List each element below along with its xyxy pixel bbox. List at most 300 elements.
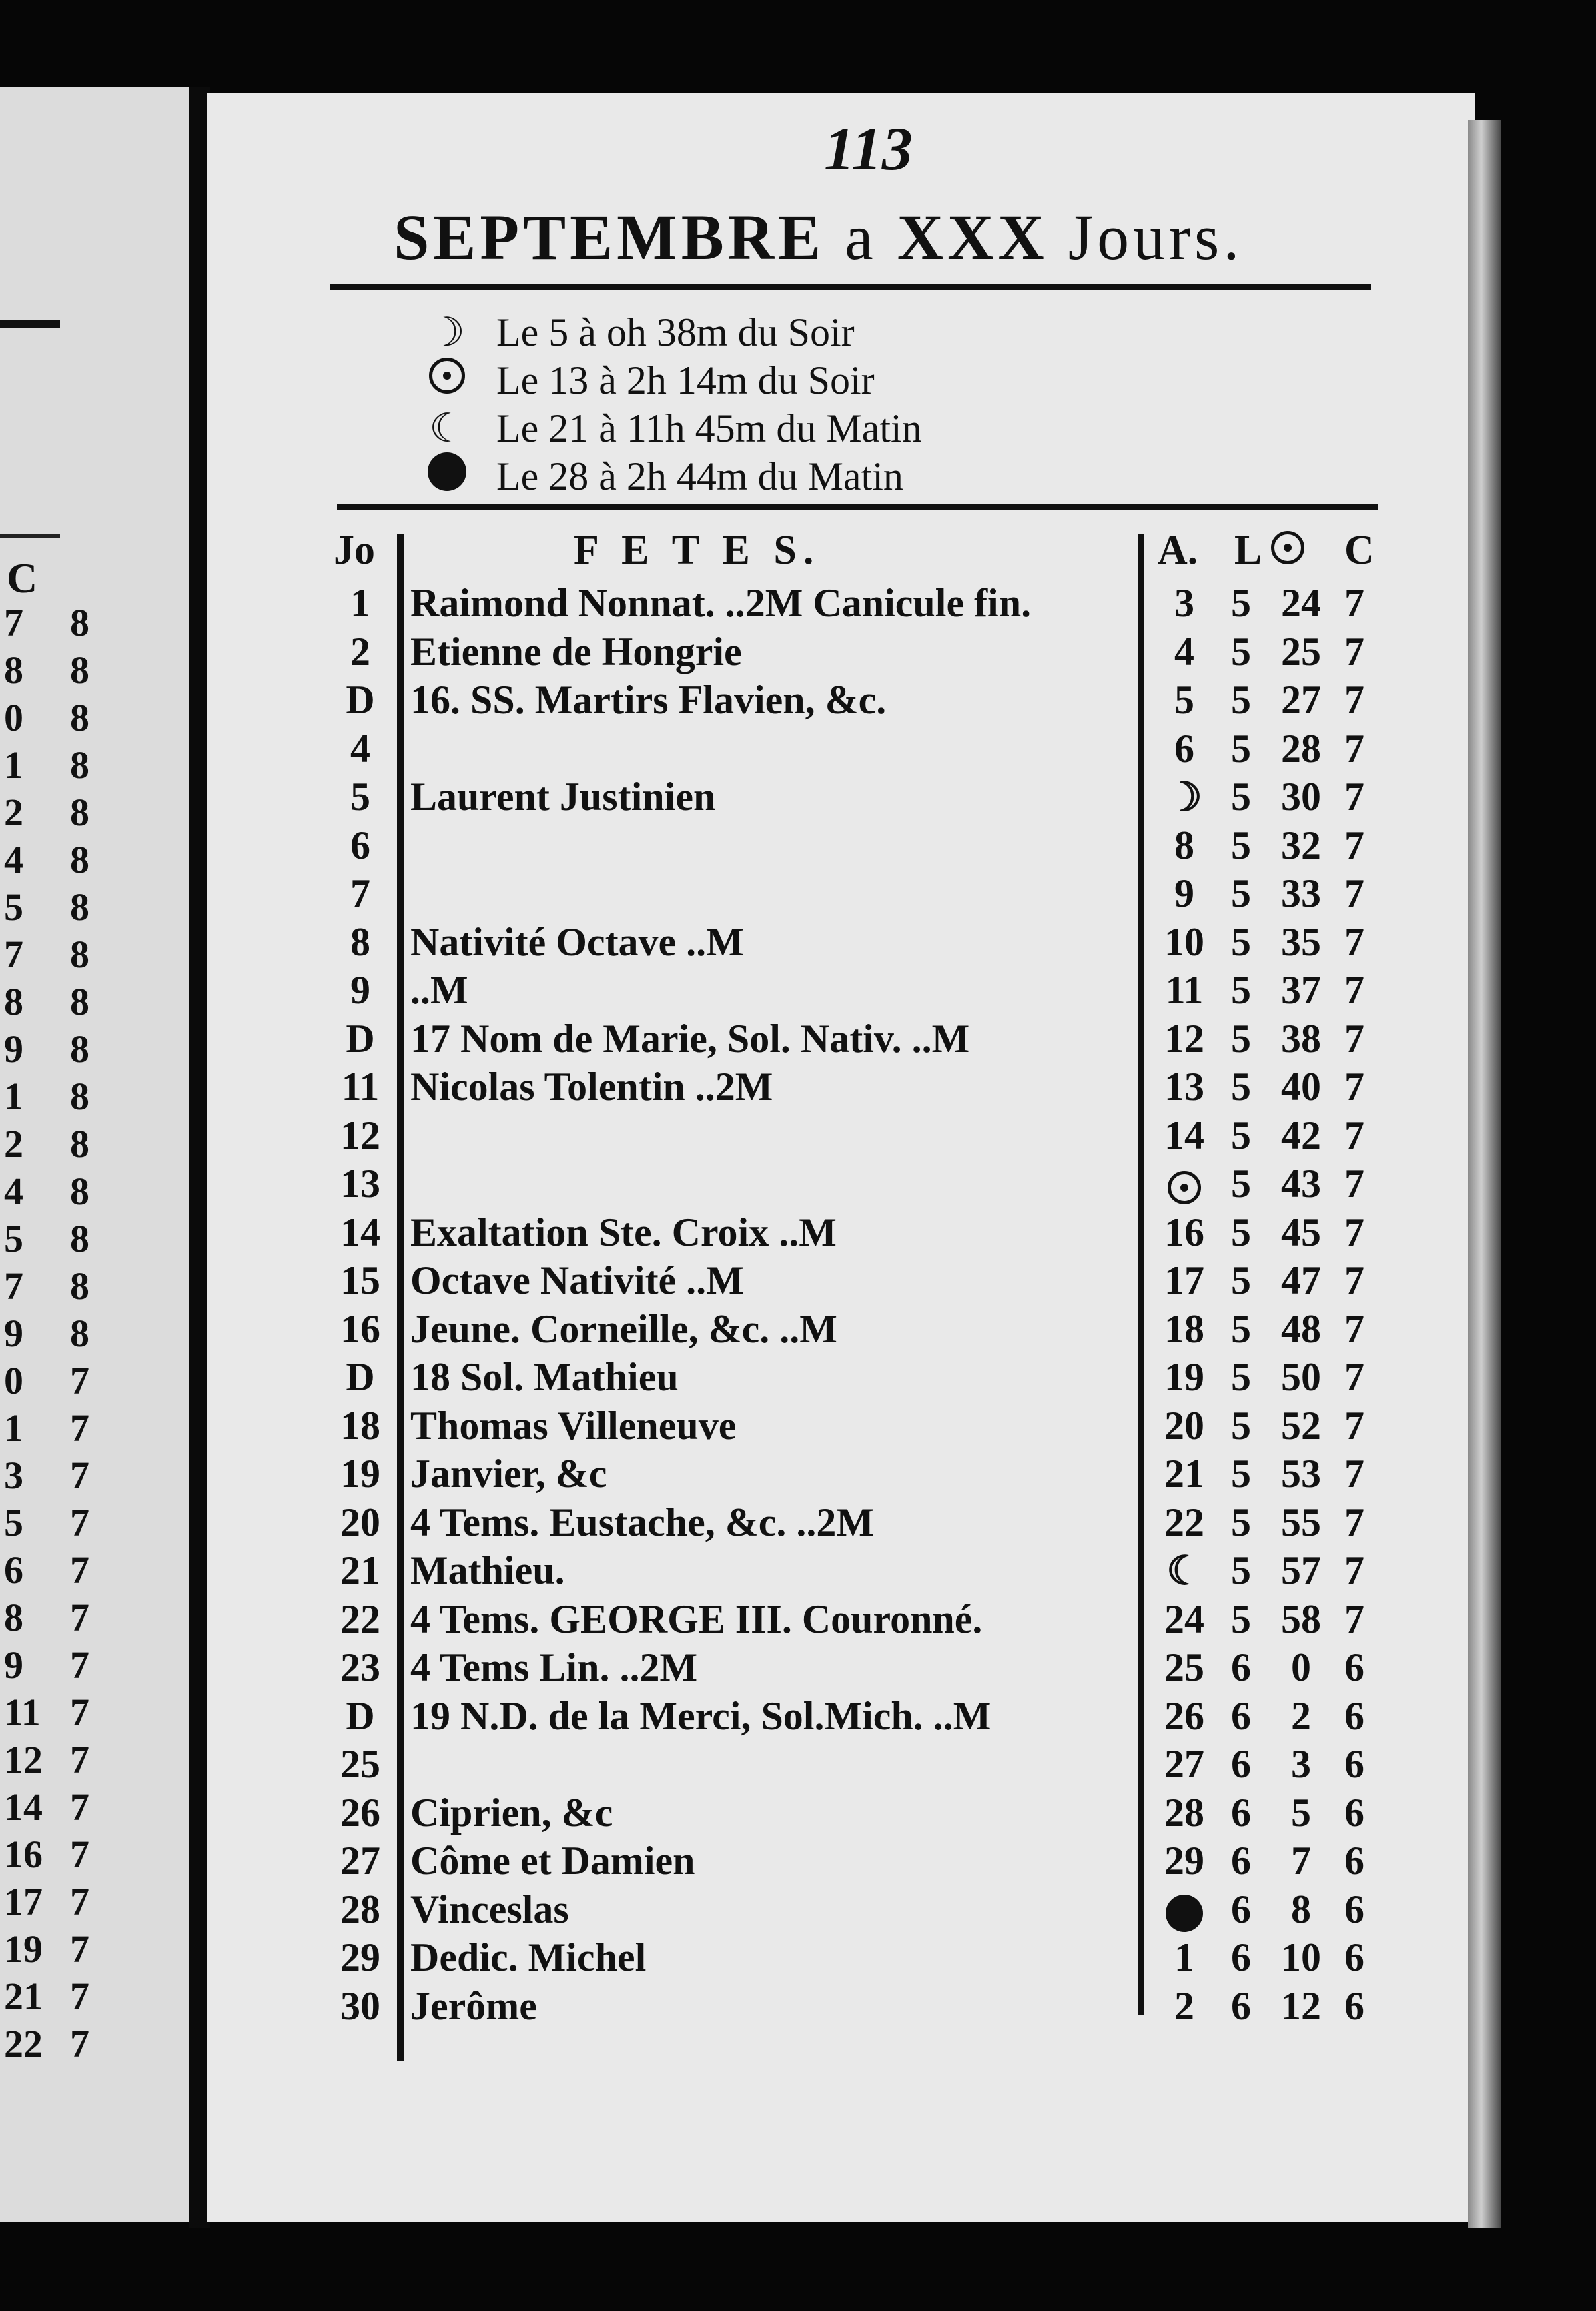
sunset-cell: 7 — [1344, 629, 1364, 674]
sunrise-minute-cell: 35 — [1281, 919, 1321, 964]
fete-cell: Thomas Villeneuve — [410, 1403, 737, 1448]
left-page-row — [0, 695, 93, 743]
table-row — [327, 726, 1388, 773]
day-cell: 26 — [340, 1790, 380, 1835]
left-c-cell: 8 — [70, 1217, 89, 1260]
left-minute-cell: 9 — [4, 1643, 23, 1687]
left-page-row — [0, 1879, 93, 1927]
phase-text: Le 21 à 11h 45m du Matin — [496, 406, 922, 450]
sunrise-minute-cell: 42 — [1281, 1113, 1321, 1158]
sunrise-hour-cell: 6 — [1231, 1935, 1251, 1979]
sunset-cell: 7 — [1344, 1403, 1364, 1448]
day-cell: 27 — [340, 1839, 380, 1883]
table-row — [327, 1161, 1388, 1208]
left-c-cell: 7 — [70, 1406, 89, 1450]
sunrise-hour-cell: 5 — [1231, 1452, 1251, 1496]
left-c-cell: 7 — [70, 1643, 89, 1687]
sunrise-hour-cell: 5 — [1231, 968, 1251, 1012]
moon-age-cell: 10 — [1164, 919, 1204, 964]
moon-age-cell: 25 — [1164, 1645, 1204, 1689]
left-minute-cell: 0 — [4, 1359, 23, 1402]
sunrise-hour-cell: 5 — [1231, 1596, 1251, 1641]
table-row — [327, 1548, 1388, 1594]
title-numeral: XXX — [897, 201, 1048, 273]
day-cell: 25 — [340, 1742, 380, 1786]
left-c-cell: 8 — [70, 1312, 89, 1355]
left-c-cell: 8 — [70, 601, 89, 644]
day-cell: 7 — [350, 871, 370, 915]
left-minute-cell: 19 — [4, 1927, 43, 1971]
left-page-row — [0, 1358, 93, 1406]
left-minute-cell: 3 — [4, 1454, 23, 1497]
left-minute-cell: 5 — [4, 885, 23, 929]
moon-age-cell — [1154, 1161, 1214, 1207]
table-row — [327, 1258, 1388, 1304]
fete-cell: 16. SS. Martirs Flavien, &c. — [410, 678, 887, 722]
table-header — [327, 527, 1388, 578]
day-cell: 6 — [350, 823, 370, 867]
sunset-cell: 6 — [1344, 1839, 1364, 1883]
sunrise-minute-cell: 33 — [1281, 871, 1321, 915]
left-page-row — [0, 1453, 93, 1500]
sunset-cell: 7 — [1344, 968, 1364, 1012]
moon-age-cell: 18 — [1164, 1306, 1204, 1351]
table-row — [327, 580, 1388, 627]
sunrise-hour-cell: 5 — [1231, 823, 1251, 867]
fete-cell: Laurent Justinien — [410, 775, 716, 819]
sunrise-minute-cell: 7 — [1291, 1839, 1311, 1883]
left-c-cell: 7 — [70, 1833, 89, 1876]
left-page-row — [0, 932, 93, 979]
day-cell: 29 — [340, 1935, 380, 1979]
sunrise-minute-cell: 43 — [1281, 1162, 1321, 1206]
left-page-row — [0, 885, 93, 932]
table-row — [327, 1935, 1388, 1981]
left-c-cell: 8 — [70, 696, 89, 739]
sunrise-hour-cell: 5 — [1231, 1500, 1251, 1544]
left-page-columns — [0, 600, 93, 2069]
fete-cell: 4 Tems. GEORGE III. Couronné. — [410, 1596, 983, 1641]
fete-cell: Nicolas Tolentin ..2M — [410, 1065, 773, 1109]
header-sun-icon — [1271, 531, 1304, 564]
sunrise-minute-cell: 5 — [1291, 1790, 1311, 1835]
sunrise-minute-cell: 25 — [1281, 629, 1321, 674]
left-minute-cell: 22 — [4, 2022, 43, 2065]
left-minute-cell: 12 — [4, 1738, 43, 1781]
sunset-cell: 7 — [1344, 581, 1364, 625]
sunrise-hour-cell: 6 — [1231, 1983, 1251, 2028]
phase-new-moon — [427, 452, 922, 500]
day-cell: 9 — [350, 968, 370, 1012]
left-minute-cell: 4 — [4, 1170, 23, 1213]
page-edge — [1468, 120, 1501, 2228]
sunrise-minute-cell: 55 — [1281, 1500, 1321, 1544]
day-cell: 23 — [340, 1645, 380, 1689]
left-minute-cell: 1 — [4, 1075, 23, 1118]
table-row — [327, 774, 1388, 821]
moon-age-cell: 20 — [1164, 1403, 1204, 1448]
fete-cell: Etienne de Hongrie — [410, 629, 742, 674]
moon-age-cell: 3 — [1174, 581, 1194, 625]
left-c-cell: 7 — [70, 1454, 89, 1497]
sunset-cell: 7 — [1344, 678, 1364, 722]
day-cell: 8 — [350, 919, 370, 964]
sunrise-minute-cell: 40 — [1281, 1065, 1321, 1109]
sunrise-hour-cell: 5 — [1231, 919, 1251, 964]
sunset-cell: 7 — [1344, 1016, 1364, 1061]
first-quarter-icon: ☽ — [429, 310, 465, 354]
left-minute-cell: 9 — [4, 1027, 23, 1071]
table-row — [327, 1693, 1388, 1740]
sunrise-hour-cell: 5 — [1231, 678, 1251, 722]
left-page-row — [0, 790, 93, 837]
sunset-cell: 7 — [1344, 1452, 1364, 1496]
fete-cell: Jerôme — [410, 1983, 537, 2028]
sunset-cell: 6 — [1344, 1645, 1364, 1689]
moon-age-cell: 8 — [1174, 823, 1194, 867]
table-row — [327, 823, 1388, 869]
left-c-cell: 8 — [70, 648, 89, 692]
day-cell: 20 — [340, 1500, 380, 1544]
facing-page-left — [0, 87, 200, 2222]
sunrise-minute-cell: 10 — [1281, 1935, 1321, 1979]
day-cell: 14 — [340, 1210, 380, 1254]
sunrise-hour-cell: 5 — [1231, 581, 1251, 625]
sunset-cell: 7 — [1344, 1306, 1364, 1351]
sunrise-hour-cell: 5 — [1231, 726, 1251, 771]
left-minute-cell: 1 — [4, 1406, 23, 1450]
left-page-row — [0, 600, 93, 648]
left-page-row — [0, 1169, 93, 1216]
left-c-cell: 7 — [70, 1691, 89, 1734]
day-cell: 18 — [340, 1403, 380, 1448]
sunset-cell: 6 — [1344, 1693, 1364, 1738]
left-minute-cell: 4 — [4, 838, 23, 881]
left-page-rule — [0, 320, 60, 328]
fete-cell: Dedic. Michel — [410, 1935, 647, 1979]
left-c-cell: 7 — [70, 1548, 89, 1592]
left-minute-cell: 11 — [4, 1691, 41, 1734]
sunrise-minute-cell: 0 — [1291, 1645, 1311, 1689]
page-title — [394, 200, 1243, 274]
left-c-cell: 7 — [70, 1785, 89, 1829]
moon-age-cell: 13 — [1164, 1065, 1204, 1109]
fete-cell: Exaltation Ste. Croix ..M — [410, 1210, 837, 1254]
sunrise-minute-cell: 45 — [1281, 1210, 1321, 1254]
sunrise-hour-cell: 5 — [1231, 1403, 1251, 1448]
table-row — [327, 1016, 1388, 1063]
title-connector: a — [845, 201, 877, 273]
table-row — [327, 1645, 1388, 1691]
day-cell: D — [346, 1355, 375, 1399]
left-minute-cell: 6 — [4, 1548, 23, 1592]
moon-age-cell: 17 — [1164, 1258, 1204, 1302]
table-row — [327, 871, 1388, 917]
left-c-cell: 8 — [70, 1264, 89, 1308]
left-c-cell: 7 — [70, 1359, 89, 1402]
left-page-row — [0, 1311, 93, 1358]
sunrise-minute-cell: 8 — [1291, 1887, 1311, 1931]
fete-cell: Côme et Damien — [410, 1839, 695, 1883]
new-moon-icon — [1166, 1895, 1203, 1932]
moon-phases — [427, 308, 922, 500]
left-page-header-c: C — [7, 554, 38, 602]
fete-cell: Raimond Nonnat. ..2M Canicule fin. — [410, 581, 1032, 625]
sunrise-minute-cell: 2 — [1291, 1693, 1311, 1738]
left-c-cell: 8 — [70, 885, 89, 929]
day-cell: 21 — [340, 1548, 380, 1592]
table-row — [327, 1306, 1388, 1353]
left-minute-cell: 8 — [4, 980, 23, 1023]
sunrise-hour-cell: 5 — [1231, 629, 1251, 674]
table-row — [327, 1500, 1388, 1546]
table-row — [327, 1210, 1388, 1256]
left-page-row — [0, 1785, 93, 1832]
left-page-row — [0, 1737, 93, 1785]
sunrise-minute-cell: 3 — [1291, 1742, 1311, 1786]
left-c-cell: 7 — [70, 1596, 89, 1639]
sunset-cell: 7 — [1344, 1548, 1364, 1592]
left-page-row — [0, 1406, 93, 1453]
left-minute-cell: 14 — [4, 1785, 43, 1829]
left-page-row — [0, 837, 93, 885]
sunset-cell: 7 — [1344, 1113, 1364, 1158]
fete-cell: Ciprien, &c — [410, 1790, 613, 1835]
sunrise-minute-cell: 37 — [1281, 968, 1321, 1012]
left-minute-cell: 0 — [4, 696, 23, 739]
left-minute-cell: 9 — [4, 1312, 23, 1355]
sunrise-hour-cell: 6 — [1231, 1693, 1251, 1738]
table-row — [327, 1113, 1388, 1160]
title-rule — [330, 284, 1371, 290]
header-fetes: F E T E S. — [574, 528, 821, 573]
fete-cell: Jeune. Corneille, &c. ..M — [410, 1306, 837, 1351]
left-c-cell: 8 — [70, 1027, 89, 1071]
moon-age-cell: ☽ — [1166, 775, 1202, 819]
sunrise-hour-cell: 5 — [1231, 1016, 1251, 1061]
left-minute-cell: 7 — [4, 601, 23, 644]
left-page-row — [0, 1074, 93, 1121]
moon-age-cell: 19 — [1164, 1355, 1204, 1399]
fete-cell: Nativité Octave ..M — [410, 919, 744, 964]
table-row — [327, 967, 1388, 1014]
header-l: L — [1234, 528, 1262, 573]
sunrise-hour-cell: 5 — [1231, 1162, 1251, 1206]
sunset-cell: 7 — [1344, 775, 1364, 819]
sunrise-minute-cell: 57 — [1281, 1548, 1321, 1592]
fete-cell: 4 Tems. Eustache, &c. ..2M — [410, 1500, 874, 1544]
moon-age-cell: 12 — [1164, 1016, 1204, 1061]
left-c-cell: 8 — [70, 1075, 89, 1118]
day-cell: D — [346, 1693, 375, 1738]
day-cell: 13 — [340, 1162, 380, 1206]
left-page-row — [0, 1121, 93, 1169]
left-page-row — [0, 1500, 93, 1548]
sunset-cell: 7 — [1344, 1162, 1364, 1206]
left-page-row — [0, 1027, 93, 1074]
left-minute-cell: 1 — [4, 743, 23, 787]
sunrise-hour-cell: 6 — [1231, 1790, 1251, 1835]
table-row — [327, 1354, 1388, 1401]
fete-cell: Vinceslas — [410, 1887, 569, 1931]
left-c-cell: 7 — [70, 1880, 89, 1923]
title-month: SEPTEMBRE — [394, 201, 825, 273]
left-c-cell: 7 — [70, 1501, 89, 1544]
day-cell: 15 — [340, 1258, 380, 1302]
day-cell: 12 — [340, 1113, 380, 1158]
moon-age-cell — [1154, 1887, 1214, 1933]
moon-age-cell: 16 — [1164, 1210, 1204, 1254]
left-page-row — [0, 1832, 93, 1879]
left-minute-cell: 21 — [4, 1975, 43, 2018]
sunrise-minute-cell: 53 — [1281, 1452, 1321, 1496]
header-day: Jo — [334, 528, 375, 573]
day-cell: 2 — [350, 629, 370, 674]
left-c-cell: 7 — [70, 1738, 89, 1781]
left-page-rule-2 — [0, 534, 60, 538]
sunset-cell: 7 — [1344, 726, 1364, 771]
day-cell: 11 — [341, 1065, 380, 1109]
sunrise-minute-cell: 38 — [1281, 1016, 1321, 1061]
left-minute-cell: 16 — [4, 1833, 43, 1876]
table-row — [327, 1596, 1388, 1643]
left-c-cell: 8 — [70, 743, 89, 787]
moon-age-cell: 9 — [1174, 871, 1194, 915]
sunrise-minute-cell: 47 — [1281, 1258, 1321, 1302]
left-minute-cell: 7 — [4, 1264, 23, 1308]
moon-age-cell: 2 — [1174, 1983, 1194, 2028]
moon-age-cell: 24 — [1164, 1596, 1204, 1641]
day-cell: 28 — [340, 1887, 380, 1931]
left-page-row — [0, 743, 93, 790]
left-minute-cell: 8 — [4, 648, 23, 692]
sunrise-minute-cell: 28 — [1281, 726, 1321, 771]
table-row — [327, 1790, 1388, 1837]
sunrise-hour-cell: 6 — [1231, 1645, 1251, 1689]
left-page-row — [0, 979, 93, 1027]
sunrise-minute-cell: 58 — [1281, 1596, 1321, 1641]
new-moon-icon — [428, 452, 466, 491]
sunrise-minute-cell: 48 — [1281, 1306, 1321, 1351]
sunset-cell: 7 — [1344, 919, 1364, 964]
header-age: A. — [1158, 528, 1198, 573]
fete-cell: 18 Sol. Mathieu — [410, 1355, 679, 1399]
moon-age-cell: 21 — [1164, 1452, 1204, 1496]
sunset-cell: 7 — [1344, 823, 1364, 867]
moon-age-cell: 4 — [1174, 629, 1194, 674]
table-row — [327, 677, 1388, 724]
left-c-cell: 8 — [70, 933, 89, 976]
day-cell: 4 — [350, 726, 370, 771]
day-cell: 19 — [340, 1452, 380, 1496]
day-cell: 1 — [350, 581, 370, 625]
left-c-cell: 8 — [70, 980, 89, 1023]
sunrise-hour-cell: 6 — [1231, 1887, 1251, 1931]
full-moon-icon — [429, 358, 465, 394]
sunset-cell: 7 — [1344, 1500, 1364, 1544]
sunrise-hour-cell: 5 — [1231, 1065, 1251, 1109]
left-c-cell: 8 — [70, 1122, 89, 1166]
moon-age-cell: 5 — [1174, 678, 1194, 722]
sunset-cell: 7 — [1344, 1210, 1364, 1254]
day-cell: 16 — [340, 1306, 380, 1351]
sunrise-minute-cell: 32 — [1281, 823, 1321, 867]
left-c-cell: 8 — [70, 1170, 89, 1213]
table-row — [327, 1451, 1388, 1498]
moon-age-cell: 11 — [1165, 968, 1204, 1012]
phase-last-quarter — [427, 404, 922, 452]
full-moon-icon — [1168, 1171, 1201, 1204]
sunrise-minute-cell: 24 — [1281, 581, 1321, 625]
moon-age-cell: 14 — [1164, 1113, 1204, 1158]
moon-age-cell: 1 — [1174, 1935, 1194, 1979]
left-page-row — [0, 1974, 93, 2021]
sunset-cell: 7 — [1344, 1258, 1364, 1302]
phase-full-moon — [427, 356, 922, 404]
table-row — [327, 1838, 1388, 1885]
fete-cell: Mathieu. — [410, 1548, 565, 1592]
sunrise-minute-cell: 27 — [1281, 678, 1321, 722]
table-row — [327, 1064, 1388, 1111]
left-minute-cell: 5 — [4, 1501, 23, 1544]
sunrise-hour-cell: 5 — [1231, 1258, 1251, 1302]
sunset-cell: 6 — [1344, 1935, 1364, 1979]
fete-cell: 19 N.D. de la Merci, Sol.Mich. ..M — [410, 1693, 991, 1738]
sunset-cell: 6 — [1344, 1790, 1364, 1835]
sunset-cell: 7 — [1344, 871, 1364, 915]
moon-age-cell: 28 — [1164, 1790, 1204, 1835]
sunset-cell: 6 — [1344, 1887, 1364, 1931]
sunrise-minute-cell: 30 — [1281, 775, 1321, 819]
sunrise-hour-cell: 5 — [1231, 1355, 1251, 1399]
phase-first-quarter — [427, 308, 922, 356]
sunrise-hour-cell: 5 — [1231, 1548, 1251, 1592]
left-minute-cell: 17 — [4, 1880, 43, 1923]
left-page-row — [0, 2021, 93, 2069]
moon-age-cell: 27 — [1164, 1742, 1204, 1786]
sunset-cell: 6 — [1344, 1983, 1364, 2028]
table-row — [327, 919, 1388, 966]
fete-cell: 4 Tems Lin. ..2M — [410, 1645, 698, 1689]
header-c: C — [1344, 528, 1374, 573]
sunrise-minute-cell: 12 — [1281, 1983, 1321, 2028]
left-page-row — [0, 1927, 93, 1974]
day-cell: 5 — [350, 775, 370, 819]
moon-age-cell: 22 — [1164, 1500, 1204, 1544]
sunset-cell: 7 — [1344, 1065, 1364, 1109]
phase-text: Le 5 à oh 38m du Soir — [496, 310, 855, 354]
left-minute-cell: 5 — [4, 1217, 23, 1260]
left-page-row — [0, 1548, 93, 1595]
table-row — [327, 1741, 1388, 1788]
table-row — [327, 1983, 1388, 2030]
table-top-rule — [337, 504, 1378, 510]
sunrise-hour-cell: 6 — [1231, 1742, 1251, 1786]
sunrise-minute-cell: 52 — [1281, 1403, 1321, 1448]
sunrise-hour-cell: 5 — [1231, 1306, 1251, 1351]
sunset-cell: 6 — [1344, 1742, 1364, 1786]
left-page-row — [0, 648, 93, 695]
day-cell: D — [346, 1016, 375, 1061]
left-c-cell: 7 — [70, 1975, 89, 2018]
sunrise-hour-cell: 6 — [1231, 1839, 1251, 1883]
day-cell: 30 — [340, 1983, 380, 2028]
table-row — [327, 1403, 1388, 1450]
sunrise-hour-cell: 5 — [1231, 1113, 1251, 1158]
left-c-cell: 7 — [70, 1927, 89, 1971]
sunrise-minute-cell: 50 — [1281, 1355, 1321, 1399]
left-minute-cell: 2 — [4, 1122, 23, 1166]
